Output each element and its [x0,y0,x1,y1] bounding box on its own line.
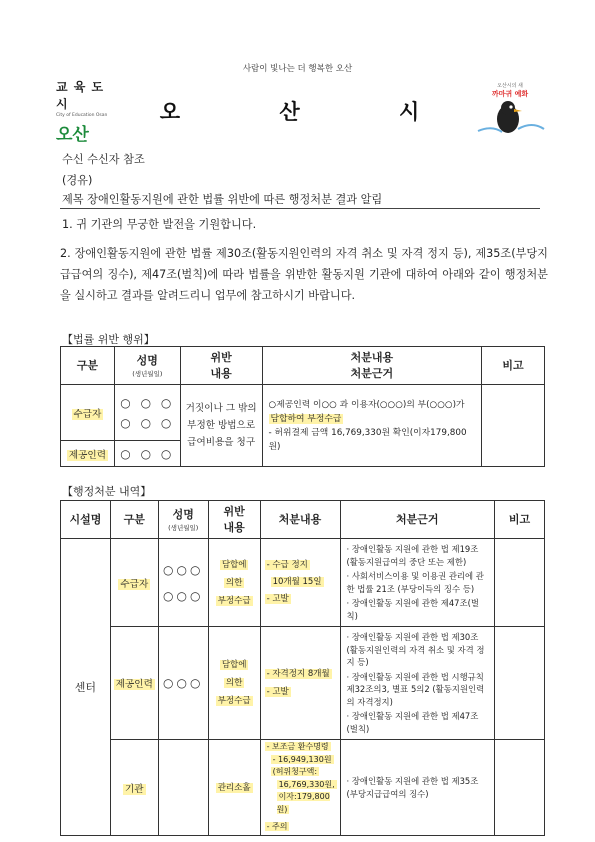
row-note-provider [495,627,545,740]
row-type-provider: 제공인력 [61,441,115,467]
row-basis-provider: · 장애인활동 지원에 관한 법 제30조 (활동지원인력의 자격 취소 및 자격 정지 등) · 장애인활동 지원에 관한 법 시행규칙 제32조의3, 별표 5의2 (활동지원인력의 자격정지) · 장애인활동 지원에 관한 법 제47조 (벌칙) [340,627,495,740]
crow-icon [472,99,548,139]
row-basis-recipient: · 장애인활동 지원에 관한 법 제19조 (활동지원급여의 중단 또는 제한) · 사회서비스이용 및 이용권 관리에 관한 법률 21조 (부당이득의 징수 등) · 장애인활동 지원에 관한 제47조(벌칙) [340,539,495,627]
row-note-agency [495,740,545,836]
action-line-3: - 허위결제 금액 16,769,330원 확인(이자179,800원) [268,427,467,452]
row-action-recipient: - 수급 정지 10개월 15일 - 고발 [260,539,340,627]
col-note: 비고 [495,501,545,539]
section-disposition-title: 【행정처분 내역】 [62,485,152,498]
subject-divider [60,208,540,209]
row-type-recipient: 수급자 [110,539,158,627]
action-desc [262,385,482,467]
col-facility: 시설명 [61,501,111,539]
note-cell [482,385,545,467]
paragraph-1: 1. 귀 기관의 무궁한 발전을 기원합니다. [62,218,257,231]
violation-table [60,346,545,467]
row-action-agency: - 보조금 환수명령 - 16,949,130원 (허위청구액: 16,769,330원, 이자:179,800원) - 주의 [260,740,340,836]
row-name-agency [158,740,208,836]
row-name-provider: ○○○ [158,627,208,740]
col-action: 처분내용 [260,501,340,539]
violation-desc: 거짓이나 그 밖의 부정한 방법으로 급여비용을 청구 [180,385,262,467]
col-violation: 위반 내용 [208,501,260,539]
logo-osan-text: 오산 [56,125,89,145]
col-name [158,501,208,539]
col-name-label: 성명 [136,354,158,367]
col-type: 구분 [61,347,115,385]
logo-sub-text: City of Education Osan [56,113,108,118]
disposition-table [60,500,545,836]
row-violation-agency: 관리소홀 [208,740,260,836]
col-name-sub: (생년월일) [168,524,199,532]
via-line: (경유) [62,174,93,187]
row-type-provider: 제공인력 [110,627,158,740]
action-line-2: 담합하여 부정수급 [270,413,342,424]
section-violation-title: 【법률 위반 행위】 [62,333,155,346]
slogan: 사람이 빛나는 더 행복한 오산 [242,64,353,74]
col-type: 구분 [110,501,158,539]
facility-name: 센터 [61,539,111,836]
subject-line: 제목 장애인활동지원에 관한 법률 위반에 따른 행정처분 결과 알림 [62,193,383,206]
col-name-sub: (생년월일) [132,370,163,378]
mascot-caption: 오산시의 새 [497,83,523,89]
row-type-recipient: 수급자 [61,385,115,441]
row-name-provider: ○ ○ ○ [114,441,180,467]
crow-mascot-logo [472,82,548,142]
col-note: 비고 [482,347,545,385]
city-title: 오 산 시 [159,100,466,124]
recipient-line: 수신 수신자 참조 [62,153,145,166]
col-name [114,347,180,385]
col-basis: 처분근거 [340,501,495,539]
row-basis-agency: · 장애인활동 지원에 관한 법 제35조 (부당지급급여의 징수) [340,740,495,836]
row-violation-recipient: 담합에 의한 부정수급 [208,539,260,627]
row-name-recipient: ○○○ ○○○ [158,539,208,627]
row-violation-provider: 담합에 의한 부정수급 [208,627,260,740]
row-name-recipient: ○ ○ ○ ○ ○ ○ [114,385,180,441]
row-action-provider: - 자격정지 8개월 - 고발 [260,627,340,740]
mascot-name: 까마귀 예화 [491,90,529,98]
logo-top-text: 교 육 도 시 [56,80,105,111]
row-note-recipient [495,539,545,627]
col-violation: 위반 내용 [180,347,262,385]
col-action: 처분내용 처분근거 [262,347,482,385]
paragraph-2: 2. 장애인활동지원에 관한 법률 제30조(활동지원인력의 자격 취소 및 자격 정지 등), 제35조(부당지급급여의 징수), 제47조(벌칙)에 따라 법률을 위반한 활동지원 기관에 대하여 아래와 같이 행정처분을 실시하고 결과를 알려드리니 업무에 참고하시기 바랍니다. [60,247,548,302]
action-line-1: ○제공인력 이○○ 과 이용자(○○○)의 부(○○○)가 [268,399,465,410]
col-name-label: 성명 [172,508,194,521]
row-type-agency: 기관 [110,740,158,836]
